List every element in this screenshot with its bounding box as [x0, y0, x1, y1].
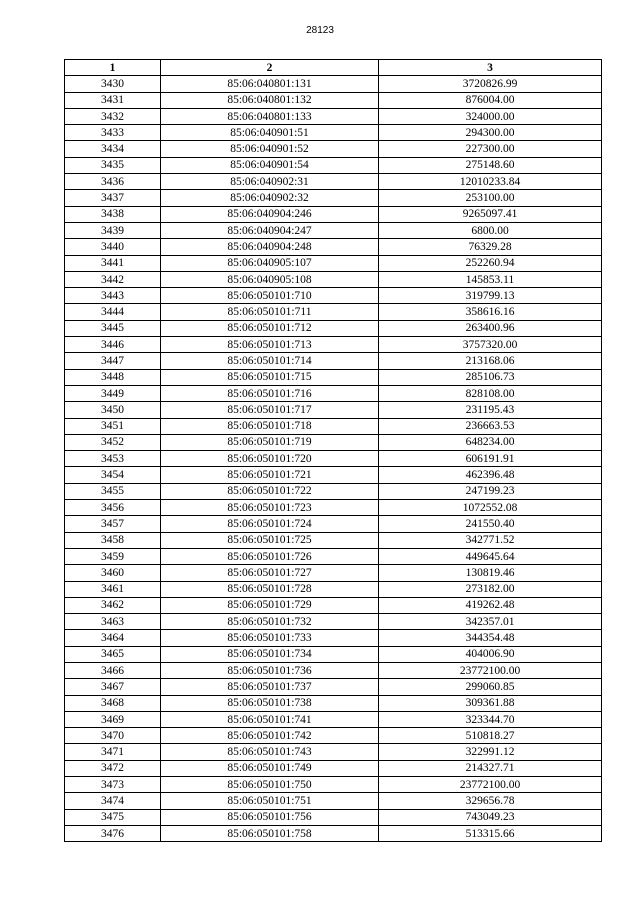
table-row [65, 597, 602, 613]
value-cell: 130819.46 [379, 565, 602, 581]
value-cell: 319799.13 [379, 288, 602, 304]
value-cell: 513315.66 [379, 825, 602, 841]
table-row [65, 418, 602, 434]
cadastral-number-cell: 85:06:040901:54 [161, 157, 379, 173]
table-row [65, 92, 602, 108]
cadastral-number-cell: 85:06:050101:716 [161, 385, 379, 401]
value-cell: 23772100.00 [379, 777, 602, 793]
table-row [65, 825, 602, 841]
table-row [65, 239, 602, 255]
cadastral-number-cell: 85:06:050101:736 [161, 662, 379, 678]
value-cell: 263400.96 [379, 320, 602, 336]
cadastral-number-cell: 85:06:050101:728 [161, 581, 379, 597]
row-number-cell: 3449 [65, 385, 161, 401]
value-cell: 227300.00 [379, 141, 602, 157]
table-row [65, 320, 602, 336]
value-cell: 253100.00 [379, 190, 602, 206]
table-row [65, 222, 602, 238]
value-cell: 449645.64 [379, 548, 602, 564]
value-cell: 76329.28 [379, 239, 602, 255]
value-cell: 419262.48 [379, 597, 602, 613]
table-row [65, 76, 602, 92]
value-cell: 743049.23 [379, 809, 602, 825]
table-row [65, 125, 602, 141]
row-number-cell: 3436 [65, 174, 161, 190]
value-cell: 213168.06 [379, 353, 602, 369]
cadastral-number-cell: 85:06:050101:751 [161, 793, 379, 809]
table-row [65, 500, 602, 516]
cadastral-number-cell: 85:06:050101:724 [161, 516, 379, 532]
value-cell: 6800.00 [379, 222, 602, 238]
row-number-cell: 3462 [65, 597, 161, 613]
table-row [65, 434, 602, 450]
value-cell: 358616.16 [379, 304, 602, 320]
table-row [65, 288, 602, 304]
value-cell: 285106.73 [379, 369, 602, 385]
cadastral-number-cell: 85:06:040905:107 [161, 255, 379, 271]
value-cell: 828108.00 [379, 385, 602, 401]
row-number-cell: 3453 [65, 451, 161, 467]
table-row [65, 744, 602, 760]
row-number-cell: 3433 [65, 125, 161, 141]
cadastral-number-cell: 85:06:050101:721 [161, 467, 379, 483]
value-cell: 344354.48 [379, 630, 602, 646]
value-cell: 323344.70 [379, 711, 602, 727]
table-row [65, 695, 602, 711]
row-number-cell: 3435 [65, 157, 161, 173]
table-row [65, 809, 602, 825]
value-cell: 322991.12 [379, 744, 602, 760]
row-number-cell: 3451 [65, 418, 161, 434]
value-cell: 23772100.00 [379, 662, 602, 678]
cadastral-number-cell: 85:06:040904:247 [161, 222, 379, 238]
table-row [65, 679, 602, 695]
cadastral-number-cell: 85:06:040904:248 [161, 239, 379, 255]
table-row [65, 760, 602, 776]
column-header: 3 [379, 60, 602, 76]
row-number-cell: 3469 [65, 711, 161, 727]
row-number-cell: 3464 [65, 630, 161, 646]
row-number-cell: 3454 [65, 467, 161, 483]
row-number-cell: 3471 [65, 744, 161, 760]
row-number-cell: 3452 [65, 434, 161, 450]
value-cell: 247199.23 [379, 483, 602, 499]
value-cell: 342357.01 [379, 614, 602, 630]
value-cell: 342771.52 [379, 532, 602, 548]
cadastral-number-cell: 85:06:050101:710 [161, 288, 379, 304]
column-header: 1 [65, 60, 161, 76]
cadastral-number-cell: 85:06:050101:715 [161, 369, 379, 385]
table-row [65, 304, 602, 320]
cadastral-number-cell: 85:06:050101:732 [161, 614, 379, 630]
table-row [65, 548, 602, 564]
table-row [65, 793, 602, 809]
row-number-cell: 3467 [65, 679, 161, 695]
cadastral-number-cell: 85:06:040902:32 [161, 190, 379, 206]
row-number-cell: 3473 [65, 777, 161, 793]
cadastral-number-cell: 85:06:040801:131 [161, 76, 379, 92]
value-cell: 606191.91 [379, 451, 602, 467]
cadastral-number-cell: 85:06:040905:108 [161, 271, 379, 287]
row-number-cell: 3475 [65, 809, 161, 825]
table-row [65, 402, 602, 418]
value-cell: 299060.85 [379, 679, 602, 695]
row-number-cell: 3441 [65, 255, 161, 271]
value-cell: 273182.00 [379, 581, 602, 597]
cadastral-number-cell: 85:06:050101:734 [161, 646, 379, 662]
table-header-row [65, 60, 602, 76]
cadastral-number-cell: 85:06:050101:717 [161, 402, 379, 418]
cadastral-number-cell: 85:06:050101:756 [161, 809, 379, 825]
row-number-cell: 3457 [65, 516, 161, 532]
row-number-cell: 3468 [65, 695, 161, 711]
row-number-cell: 3432 [65, 108, 161, 124]
row-number-cell: 3447 [65, 353, 161, 369]
table-row [65, 255, 602, 271]
row-number-cell: 3444 [65, 304, 161, 320]
value-cell: 324000.00 [379, 108, 602, 124]
cadastral-number-cell: 85:06:050101:743 [161, 744, 379, 760]
table-row [65, 385, 602, 401]
cadastral-number-cell: 85:06:050101:733 [161, 630, 379, 646]
row-number-cell: 3459 [65, 548, 161, 564]
row-number-cell: 3442 [65, 271, 161, 287]
cadastral-number-cell: 85:06:040801:132 [161, 92, 379, 108]
table-row [65, 369, 602, 385]
row-number-cell: 3476 [65, 825, 161, 841]
table-row [65, 174, 602, 190]
cadastral-number-cell: 85:06:050101:749 [161, 760, 379, 776]
cadastral-number-cell: 85:06:050101:719 [161, 434, 379, 450]
row-number-cell: 3434 [65, 141, 161, 157]
table-row [65, 565, 602, 581]
value-cell: 404006.90 [379, 646, 602, 662]
value-cell: 252260.94 [379, 255, 602, 271]
table-row [65, 108, 602, 124]
row-number-cell: 3466 [65, 662, 161, 678]
table-row [65, 190, 602, 206]
value-cell: 214327.71 [379, 760, 602, 776]
table-row [65, 141, 602, 157]
value-cell: 241550.40 [379, 516, 602, 532]
value-cell: 462396.48 [379, 467, 602, 483]
cadastral-number-cell: 85:06:050101:714 [161, 353, 379, 369]
cadastral-number-cell: 85:06:050101:742 [161, 728, 379, 744]
table-row [65, 516, 602, 532]
cadastral-number-cell: 85:06:040801:133 [161, 108, 379, 124]
cadastral-number-cell: 85:06:050101:741 [161, 711, 379, 727]
cadastral-number-cell: 85:06:040904:246 [161, 206, 379, 222]
value-cell: 9265097.41 [379, 206, 602, 222]
page-number: 28123 [306, 25, 334, 36]
table-row [65, 532, 602, 548]
cadastral-number-cell: 85:06:040901:51 [161, 125, 379, 141]
value-cell: 309361.88 [379, 695, 602, 711]
value-cell: 3720826.99 [379, 76, 602, 92]
value-cell: 1072552.08 [379, 500, 602, 516]
cadastral-number-cell: 85:06:050101:720 [161, 451, 379, 467]
row-number-cell: 3470 [65, 728, 161, 744]
value-cell: 648234.00 [379, 434, 602, 450]
table-row [65, 206, 602, 222]
row-number-cell: 3460 [65, 565, 161, 581]
row-number-cell: 3455 [65, 483, 161, 499]
table-row [65, 271, 602, 287]
table-row [65, 646, 602, 662]
row-number-cell: 3456 [65, 500, 161, 516]
table-row [65, 467, 602, 483]
row-number-cell: 3446 [65, 337, 161, 353]
table-row [65, 353, 602, 369]
row-number-cell: 3450 [65, 402, 161, 418]
value-cell: 329656.78 [379, 793, 602, 809]
value-cell: 231195.43 [379, 402, 602, 418]
table-row [65, 451, 602, 467]
column-header: 2 [161, 60, 379, 76]
row-number-cell: 3440 [65, 239, 161, 255]
value-cell: 275148.60 [379, 157, 602, 173]
table-row [65, 662, 602, 678]
value-cell: 236663.53 [379, 418, 602, 434]
row-number-cell: 3465 [65, 646, 161, 662]
data-table [64, 59, 602, 842]
row-number-cell: 3463 [65, 614, 161, 630]
row-number-cell: 3443 [65, 288, 161, 304]
table-row [65, 483, 602, 499]
table-row [65, 711, 602, 727]
table-row [65, 777, 602, 793]
table-row [65, 157, 602, 173]
row-number-cell: 3431 [65, 92, 161, 108]
row-number-cell: 3461 [65, 581, 161, 597]
value-cell: 145853.11 [379, 271, 602, 287]
cadastral-number-cell: 85:06:050101:729 [161, 597, 379, 613]
value-cell: 876004.00 [379, 92, 602, 108]
row-number-cell: 3472 [65, 760, 161, 776]
cadastral-number-cell: 85:06:050101:725 [161, 532, 379, 548]
cadastral-number-cell: 85:06:050101:722 [161, 483, 379, 499]
row-number-cell: 3438 [65, 206, 161, 222]
table-row [65, 630, 602, 646]
value-cell: 12010233.84 [379, 174, 602, 190]
cadastral-number-cell: 85:06:050101:718 [161, 418, 379, 434]
value-cell: 294300.00 [379, 125, 602, 141]
row-number-cell: 3445 [65, 320, 161, 336]
cadastral-number-cell: 85:06:050101:712 [161, 320, 379, 336]
row-number-cell: 3439 [65, 222, 161, 238]
cadastral-number-cell: 85:06:050101:713 [161, 337, 379, 353]
cadastral-number-cell: 85:06:050101:758 [161, 825, 379, 841]
table-body [65, 76, 602, 842]
cadastral-number-cell: 85:06:050101:738 [161, 695, 379, 711]
value-cell: 510818.27 [379, 728, 602, 744]
table-row [65, 728, 602, 744]
table-row [65, 614, 602, 630]
row-number-cell: 3458 [65, 532, 161, 548]
cadastral-number-cell: 85:06:040901:52 [161, 141, 379, 157]
cadastral-number-cell: 85:06:050101:750 [161, 777, 379, 793]
cadastral-number-cell: 85:06:050101:727 [161, 565, 379, 581]
cadastral-number-cell: 85:06:050101:737 [161, 679, 379, 695]
row-number-cell: 3474 [65, 793, 161, 809]
cadastral-number-cell: 85:06:050101:723 [161, 500, 379, 516]
value-cell: 3757320.00 [379, 337, 602, 353]
table-row [65, 581, 602, 597]
row-number-cell: 3437 [65, 190, 161, 206]
cadastral-number-cell: 85:06:050101:726 [161, 548, 379, 564]
row-number-cell: 3448 [65, 369, 161, 385]
table-row [65, 337, 602, 353]
row-number-cell: 3430 [65, 76, 161, 92]
cadastral-number-cell: 85:06:040902:31 [161, 174, 379, 190]
cadastral-number-cell: 85:06:050101:711 [161, 304, 379, 320]
